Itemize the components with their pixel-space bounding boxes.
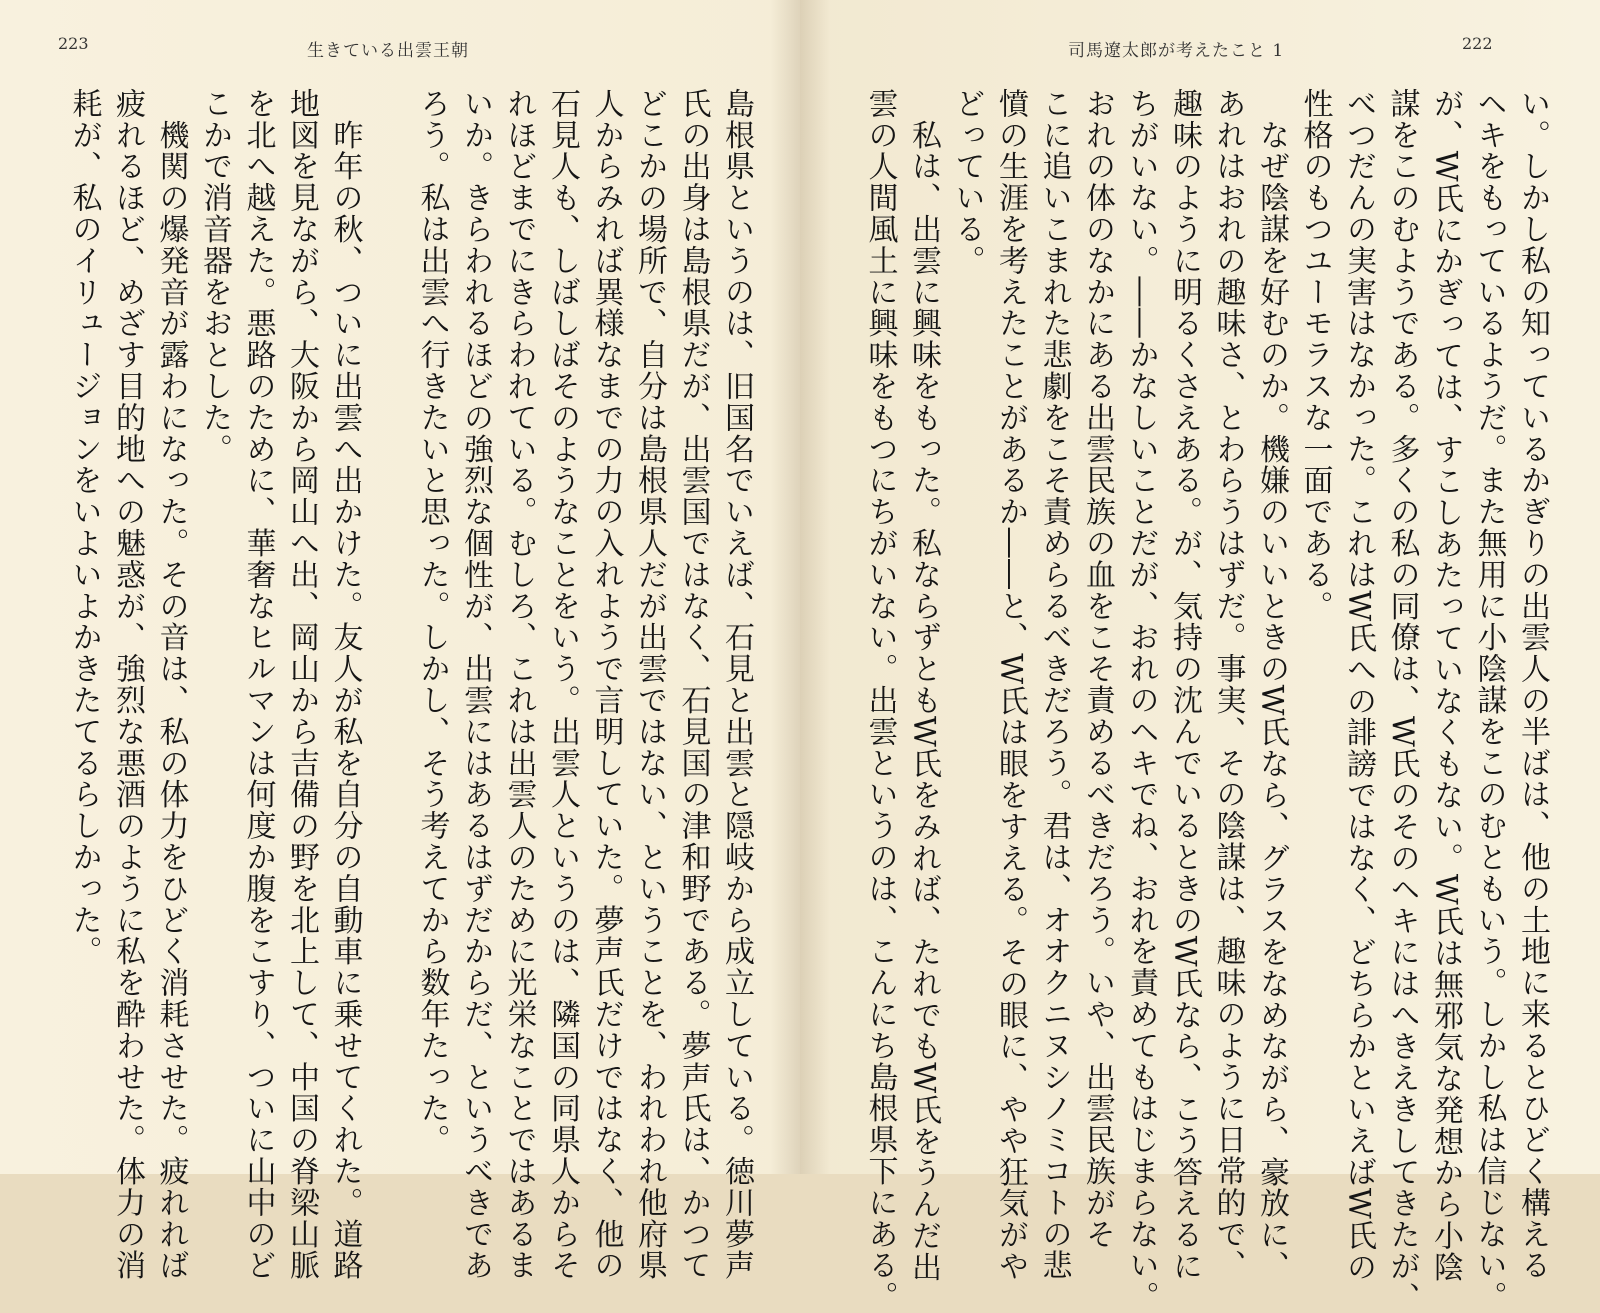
running-head-right: 司馬遼太郎が考えたこと 1 <box>1068 41 1285 61</box>
page-number-right: 222 <box>1462 34 1493 53</box>
book-gutter-shadow <box>770 0 830 1174</box>
body-text-left: 島根県というのは、旧国名でいえば、石見と出雲と隠岐から成立している。徳川夢声 氏の出身は島根県だが、出雲国ではなく、石見国の津和野である。夢声氏は、かつて どこかの場所で、自分は島根県人だが出雲ではない、ということを、われわれ他府県 人からみれば異様なまでの力の入れようで言明していた。夢声氏だけではなく、他の 石見人も、しばしばそのようなことをいう。出雲人というのは、隣国の同県人からそ れほどまでにきらわれている。むしろ、これは出雲人のために光栄なことではあるま いか。きらわれるほどの強烈な個性が、出雲にはあるはずだからだ、というべきであ ろう。私は出雲へ行きたいと思った。しかし、そう考えてから数年たった。 昨年の秋、ついに出雲へ出かけた。友人が私を自分の自動車に乗せてくれた。道路 地図を見ながら、大阪から岡山へ出、岡山から吉備の野を北上して、中国の脊梁山脈 を北へ越えた。悪路のために、華奢なヒルマンは何度か腹をこすり、ついに山中のど こかで消音器をおとした。 機関の爆発音が露わになった。その音は、私の体力をひどく消耗させた。疲れれば 疲れるほど、めざす目的地への魅惑が、強烈な悪酒のように私を酔わせた。体力の消 耗が、私のイリュージョンをいよいよかきたてるらしかった。 <box>66 88 754 1282</box>
page-number-left: 223 <box>58 34 89 53</box>
running-head-left: 生きている出雲王朝 <box>307 41 469 61</box>
right-page <box>800 0 1600 1313</box>
body-text-right: い。しかし私の知っているかぎりの出雲人の半ばは、他の土地に来るとひどく構える ヘキをもっているようだ。また無用に小陰謀をこのむともいう。しかし私は信じない。 が、W氏にかぎっては、すこしあたっていなくもない。W氏は無邪気な発想から小陰 謀をこのむようである。多くの私の同僚は、W氏のそのヘキにはへきえきしてきたが、 べつだんの実害はなかった。これはW氏への誹謗ではなく、どちらかといえばW氏の 性格のもつユーモラスな一面である。 なぜ陰謀を好むのか。機嫌のいいときのW氏なら、グラスをなめながら、豪放に、 あれはおれの趣味さ、とわらうはずだ。事実、その陰謀は、趣味のように日常的で、 趣味のように明るくさえある。が、気持の沈んでいるときのW氏なら、こう答えるに ちがいない。――かなしいことだが、おれのヘキでね、おれを責めてもはじまらない。 おれの体のなかにある出雲民族の血をこそ責めるべきだろう。いや、出雲民族がそ こに追いこまれた悲劇をこそ責めらるべきだろう。君は、オオクニヌシノミコトの悲 憤の生涯を考えたことがあるか――と、W氏は眼をすえる。その眼に、やや狂気がや どっている。 私は、出雲に興味をもった。私ならずともW氏をみれば、たれでもW氏をうんだ出 雲の人間風土に興味をもつにちがいない。出雲というのは、こんにち島根県下にある。 <box>862 88 1550 1313</box>
left-page <box>0 0 800 1282</box>
